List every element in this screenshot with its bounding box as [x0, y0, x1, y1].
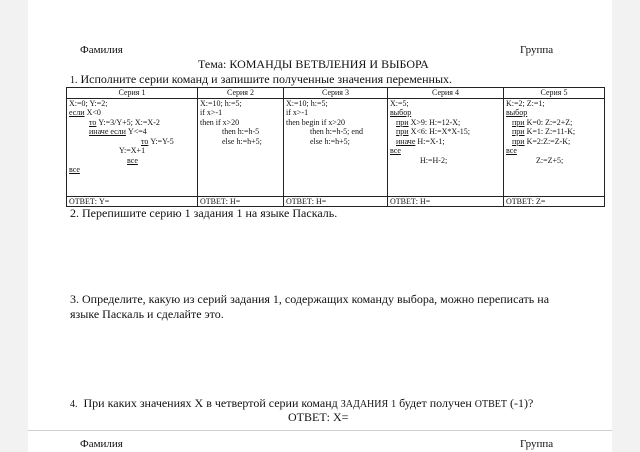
code-keyword: если: [69, 108, 85, 117]
code-line: [69, 118, 195, 128]
group-label: Группа: [520, 44, 554, 56]
code-keyword: то: [89, 117, 97, 127]
series-3-answer[interactable]: ОТВЕТ: H=: [284, 196, 388, 207]
code-line: [506, 108, 602, 118]
series-1-code: [67, 98, 198, 196]
code-keyword: при: [396, 117, 409, 127]
series-3-code: [284, 98, 388, 196]
code-keyword: выбор: [506, 108, 528, 117]
code-line: if x>-1: [286, 108, 309, 117]
task4-part1: При каких значениях X в четвертой серии команд: [83, 396, 338, 410]
task4-text: [70, 396, 533, 411]
series-4-title: Серия 4: [388, 88, 504, 99]
series-4-answer[interactable]: ОТВЕТ: H=: [388, 196, 504, 207]
code-line: if x>-1: [200, 108, 223, 117]
task4-part5: ОТВЕТ: [474, 399, 507, 410]
series-4-code: [388, 98, 504, 196]
footer-group-label: Группа: [520, 438, 554, 450]
code-line: then if x>20: [200, 117, 240, 127]
code-text: X<6: H:=X*X-15;: [408, 127, 471, 136]
series-2-code: [198, 98, 284, 196]
task1-number: 1.: [70, 75, 78, 86]
code-keyword: выбор: [390, 108, 412, 117]
page-divider: [28, 430, 612, 431]
code-line: [506, 137, 602, 147]
code-line: Y:=X+1: [119, 146, 146, 155]
series-5-code: [504, 98, 605, 196]
code-line: [506, 127, 602, 137]
code-line: Z:=Z+5;: [536, 155, 564, 165]
code-keyword: то: [141, 136, 149, 146]
code-line: H:=H-2;: [420, 155, 448, 165]
code-line: K:=2; Z:=1;: [506, 98, 545, 108]
task4-part2: ЗАДАНИЯ: [340, 399, 389, 410]
code-line: [390, 127, 501, 137]
series-2-answer[interactable]: ОТВЕТ: H=: [198, 196, 284, 207]
code-keyword: все: [69, 165, 80, 174]
code-text: Y:=3/Y+5; X:=X-2: [96, 117, 160, 127]
series-2-title: Серия 2: [198, 88, 284, 99]
page-title: Тема: КОМАНДЫ ВЕТВЛЕНИЯ И ВЫБОРА: [198, 57, 429, 71]
worksheet-page: [28, 0, 612, 452]
code-text: X<0: [84, 108, 101, 117]
series-code-row: [67, 98, 605, 196]
series-table: [66, 87, 605, 207]
code-line: [69, 156, 195, 166]
code-text: Y:=Y-5: [148, 136, 174, 146]
code-line: then begin if x>20: [286, 117, 345, 127]
code-keyword: при: [512, 117, 525, 127]
code-text: H:=X-1;: [415, 136, 445, 146]
series-5-answer[interactable]: ОТВЕТ: Z=: [504, 196, 605, 207]
task4-answer[interactable]: ОТВЕТ: X=: [288, 410, 349, 424]
code-line: [69, 127, 195, 137]
code-line: then h:=h-5; end: [310, 127, 363, 136]
code-text: K=2:Z:=Z-K;: [524, 136, 571, 146]
surname-label: Фамилия: [80, 44, 123, 56]
series-3-title: Серия 3: [284, 88, 388, 99]
series-1-title: Серия 1: [67, 88, 198, 99]
footer-surname-label: Фамилия: [80, 438, 123, 450]
code-line: [390, 108, 501, 118]
series-1-answer[interactable]: ОТВЕТ: Y=: [67, 196, 198, 207]
code-line: [506, 118, 602, 128]
code-keyword: все: [506, 146, 517, 155]
code-keyword: при: [512, 136, 525, 146]
task1-heading: [70, 72, 452, 87]
code-keyword: все: [390, 146, 401, 155]
code-line: [390, 146, 501, 156]
code-line: else h:=h+5;: [310, 136, 350, 146]
task4-part6: (-1)?: [509, 396, 534, 410]
code-line: X:=10; h:=5;: [286, 98, 328, 108]
code-text: K=0: Z:=2+Z;: [524, 117, 573, 127]
code-line: [69, 137, 195, 147]
series-5-title: Серия 5: [504, 88, 605, 99]
task3-text-line2: языке Паскаль и сделайте это.: [70, 307, 224, 321]
code-text: K=1: Z:=11-K;: [524, 127, 576, 136]
code-line: else h:=h+5;: [222, 136, 262, 146]
task4-part4: будет получен: [399, 396, 472, 410]
code-line: X:=5;: [390, 98, 409, 108]
code-keyword: иначе если: [89, 127, 126, 136]
code-keyword: при: [396, 127, 409, 136]
code-line: [390, 118, 501, 128]
series-answer-row: [67, 196, 605, 207]
task1-text: Исполните серии команд и запишите полученные значения переменных.: [80, 72, 453, 86]
code-line: [390, 137, 501, 147]
code-keyword: иначе: [396, 136, 416, 146]
task4-part3: 1: [391, 399, 397, 410]
code-line: then h:=h-5: [222, 127, 260, 136]
code-line: [506, 146, 602, 156]
task2-text: 2. Перепишите серию 1 задания 1 на языке Паскаль.: [70, 206, 338, 220]
code-line: [69, 108, 195, 118]
code-text: X>9: H:=12-X;: [408, 117, 461, 127]
code-keyword: при: [512, 127, 525, 136]
code-text: Y<=4: [125, 127, 147, 136]
series-header-row: [67, 88, 605, 99]
code-line: X:=0; Y:=2;: [69, 98, 108, 108]
code-line: [69, 165, 195, 175]
task3-text-line1: 3. Определите, какую из серий задания 1, содержащих команду выбора, можно переписать на: [70, 292, 550, 306]
code-keyword: все: [127, 155, 138, 165]
code-line: X:=10; h:=5;: [200, 98, 242, 108]
task4-number: 4.: [70, 399, 78, 410]
